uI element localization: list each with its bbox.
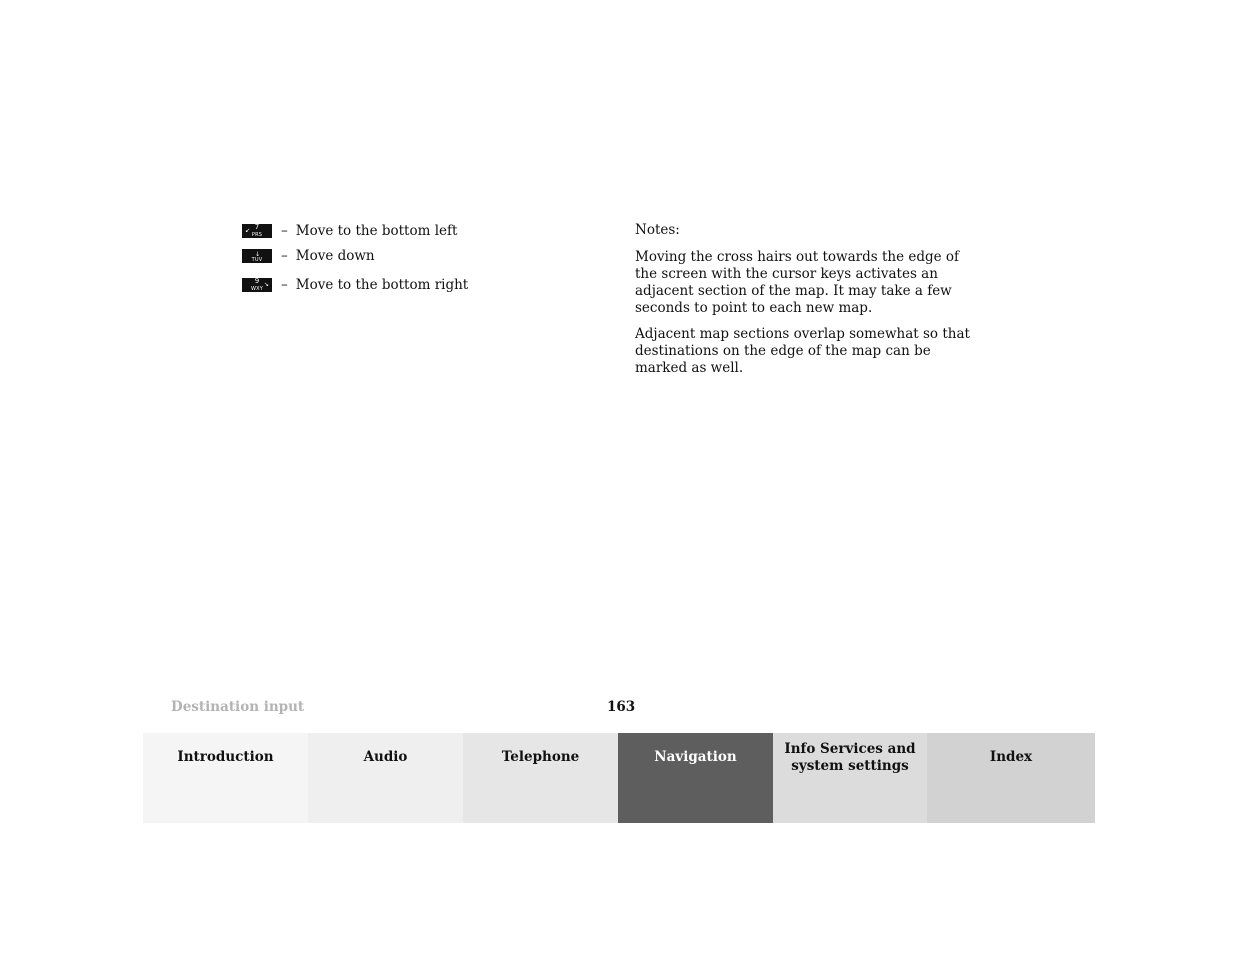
chapter-tab-bar <box>143 733 1095 823</box>
key-letters: PRS <box>251 232 263 238</box>
tab-label-line-1: Info Services and <box>784 741 916 757</box>
arrow-bottom-left-icon: ↙ <box>245 227 251 234</box>
tab-label: Audio <box>363 749 408 765</box>
arrow-bottom-right-icon: ↘ <box>263 281 269 288</box>
tab-telephone[interactable] <box>463 733 618 823</box>
tab-navigation[interactable] <box>618 733 773 823</box>
separator-dash: – <box>281 277 288 293</box>
instruction-row-bottom-left <box>242 222 457 240</box>
tab-label: Navigation <box>654 749 737 765</box>
key-9-icon <box>242 278 272 292</box>
instruction-row-down <box>242 247 375 265</box>
page-number: 163 <box>607 699 636 715</box>
key-letters: WXY <box>250 286 264 292</box>
tab-label: Introduction <box>177 749 274 765</box>
instruction-text: Move to the bottom right <box>295 277 469 293</box>
arrow-down-icon: ↓ <box>255 251 261 258</box>
tab-introduction[interactable] <box>143 733 308 823</box>
separator-dash: – <box>281 223 288 239</box>
instruction-text: Move down <box>295 248 375 264</box>
notes-paragraph: Adjacent map sections overlap somewhat so that destinations on the edge of the map can be marked as well. <box>635 326 970 376</box>
section-label: Destination input <box>171 699 305 715</box>
tab-index[interactable] <box>927 733 1095 823</box>
notes-paragraph: Moving the cross hairs out towards the edge of the screen with the cursor keys activates an adjacent section of the map. It may take a few seconds to point to each new map. <box>635 249 960 316</box>
instruction-text: Move to the bottom left <box>295 223 458 239</box>
tab-audio[interactable] <box>308 733 463 823</box>
instruction-row-bottom-right <box>242 276 468 294</box>
key-7-icon <box>242 224 272 238</box>
notes-heading: Notes: <box>635 222 680 238</box>
tab-label: Telephone <box>501 749 580 765</box>
key-number: 9 <box>254 277 260 285</box>
tab-info-services[interactable] <box>773 733 927 823</box>
tab-label-line-2: system settings <box>791 758 909 774</box>
key-letters: TUV <box>251 257 263 263</box>
notes-section <box>635 222 985 386</box>
key-number: 7 <box>254 223 260 231</box>
key-8-icon <box>242 249 272 263</box>
separator-dash: – <box>281 248 288 264</box>
tab-label: Index <box>989 749 1033 765</box>
